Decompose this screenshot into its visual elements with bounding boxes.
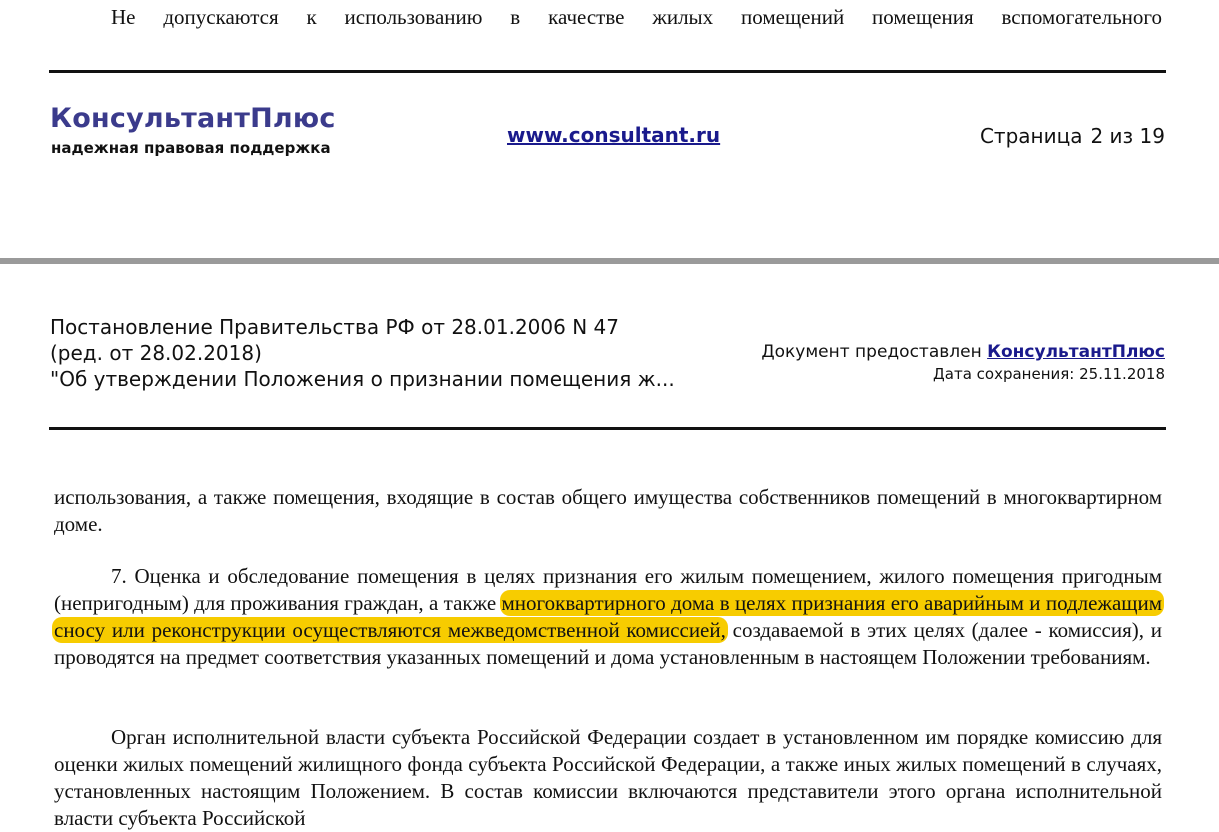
previous-page-tail-text: Не допускаются к использованию в качестве жилых помещений помещения вспомогательного [111,5,1162,29]
provided-by [761,342,1165,362]
footer-brand-logo: КонсультантПлюс [50,103,336,134]
paragraph-7-text-start: 7. Оценка и обследование помещения в целях признания его жилым помещением, жилого помещения пригодным (непригодным) для проживания граждан, а также [54,564,1162,615]
paragraph-7 [54,563,1162,671]
document-title-line-1: Постановление Правительства РФ от 28.01.2006 N 47 [50,315,619,339]
save-date: Дата сохранения: 25.11.2018 [933,365,1165,383]
header-rule [49,427,1166,430]
website-link[interactable]: www.consultant.ru [507,123,721,147]
document-title-line-3: "Об утверждении Положения о признании помещения ж... [50,367,675,391]
page-label: Страница [979,124,1083,148]
page-separator [0,258,1219,264]
document-title-line-2: (ред. от 28.02.2018) [50,341,262,365]
provided-by-label: Документ предоставлен [761,342,982,362]
paragraph-continuation: использования, а также помещения, входящие в состав общего имущества собственников помещений в многоквартирном доме. [54,485,1162,536]
paragraph-commission: Орган исполнительной власти субъекта Российской Федерации создает в установленном им порядке комиссию для оценки жилых помещений жилищного фонда субъекта Российской Федерации, а также иных жилых помещений в случаях, установленных настоящим Положением. В состав комиссии включаются представители этого органа исполнительной власти субъекта Российской [54,725,1162,830]
footer-brand-tagline: надежная правовая поддержка [51,139,331,157]
paragraph-7-text-end: создаваемой в этих целях (далее - комиссия), и проводятся на предмет соответствия указанных помещений и дома установленным в настоящем Положении требованиям. [54,618,1162,669]
page-counter [980,124,1165,148]
page-numbering: 2 из 19 [1090,124,1165,148]
provided-by-brand-link[interactable]: КонсультантПлюс [987,342,1165,362]
highlighted-text: многоквартирного дома в целях признания его аварийным и подлежащим сносу или реконструкции осуществляются межведомственной комиссией, [54,591,1162,642]
footer-rule [49,70,1166,73]
